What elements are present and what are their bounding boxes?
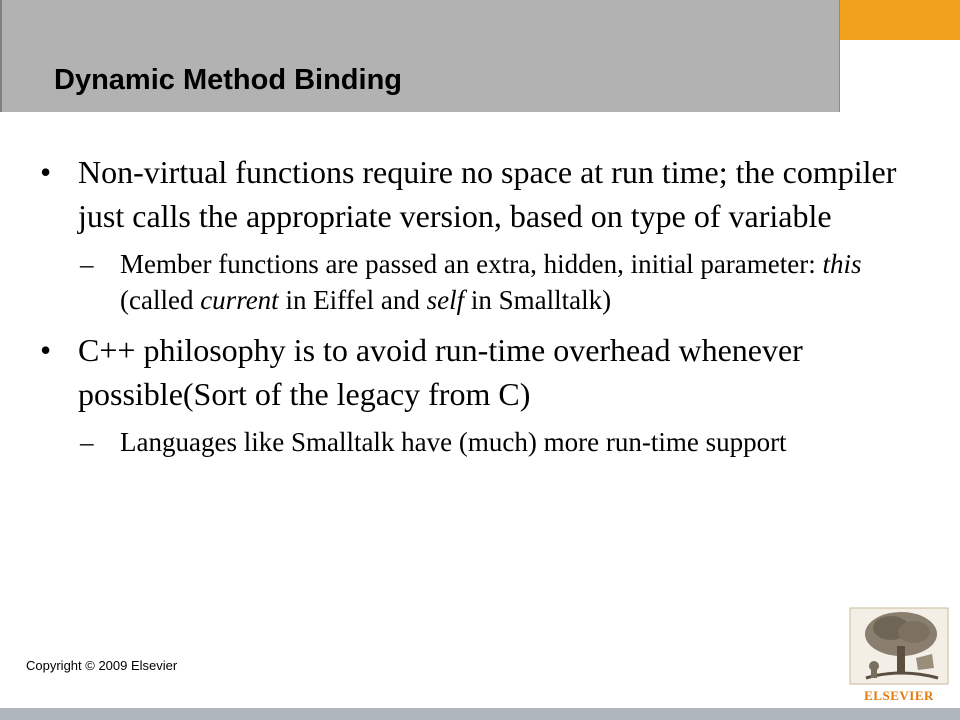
tree-logo-icon xyxy=(846,606,952,686)
bullet-text: C++ philosophy is to avoid run-time overhead whenever possible(Sort of the legacy from C) xyxy=(78,332,803,412)
sub-text-pre: Member functions are passed an extra, hidden, initial parameter: xyxy=(120,249,823,279)
bullet-text: Non-virtual functions require no space at run time; the compiler just calls the appropriate version, based on type of variable xyxy=(78,154,897,234)
bullet-mark: • xyxy=(40,332,52,368)
keyword-this: this xyxy=(822,249,862,279)
sub-text-mid1: (called xyxy=(120,285,201,315)
slide-content xyxy=(30,150,910,470)
logo-wordmark: ELSEVIER xyxy=(864,688,934,703)
sub-text: Languages like Smalltalk have (much) more run-time support xyxy=(120,427,787,457)
bottom-bar xyxy=(0,708,960,720)
copyright-text: Copyright © 2009 Elsevier xyxy=(26,658,178,673)
title-bar xyxy=(0,0,840,112)
sub-text-post: in Smalltalk) xyxy=(464,285,612,315)
dash-mark: – xyxy=(80,249,94,279)
sub-text-mid2: in Eiffel and xyxy=(278,285,427,315)
accent-block xyxy=(840,0,960,40)
bullet-1 xyxy=(30,150,910,238)
sub-bullet-2 xyxy=(30,424,910,460)
keyword-self: self xyxy=(426,285,465,315)
slide-title: Dynamic Method Binding xyxy=(54,64,402,96)
elsevier-logo xyxy=(846,606,952,708)
bullet-mark: • xyxy=(40,154,52,190)
dash-mark: – xyxy=(80,427,94,457)
keyword-current: current xyxy=(200,285,279,315)
bullet-2 xyxy=(30,328,910,416)
sub-bullet-1 xyxy=(30,246,910,318)
